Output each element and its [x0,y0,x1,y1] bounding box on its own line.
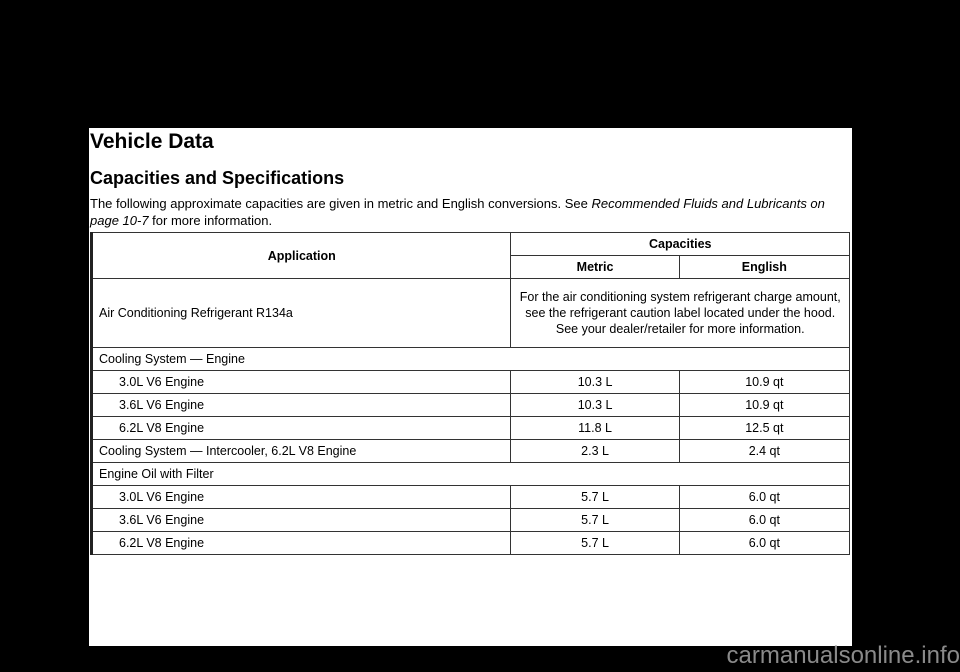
table-row [92,371,850,394]
cell-application: 6.2L V8 Engine [92,417,511,440]
watermark: carmanualsonline.info [726,642,960,669]
cell-application: 3.6L V6 Engine [92,394,511,417]
cell-application: 3.0L V6 Engine [92,371,511,394]
table-row [92,440,850,463]
cell-metric: 10.3 L [511,371,679,394]
cell-application: 6.2L V8 Engine [92,532,511,555]
cell-metric: 11.8 L [511,417,679,440]
intro-text-end: for more information. [148,213,273,228]
cell-english: 6.0 qt [679,532,849,555]
cell-metric: 5.7 L [511,486,679,509]
table-row [92,463,850,486]
table-row [92,348,850,371]
table-row [92,394,850,417]
header-metric: Metric [511,256,679,279]
cell-metric: 2.3 L [511,440,679,463]
header-english: English [679,256,849,279]
manual-page [89,128,852,646]
section-title: Vehicle Data [90,130,214,153]
cell-english: 6.0 qt [679,486,849,509]
table-row [92,509,850,532]
table-row [92,279,850,348]
intro-text: The following approximate capacities are given in metric and English conversions. See [90,196,592,211]
cell-group-label: Cooling System — Engine [92,348,850,371]
cell-english: 12.5 qt [679,417,849,440]
table-row [92,417,850,440]
cell-english: 10.9 qt [679,394,849,417]
cell-group-label: Engine Oil with Filter [92,463,850,486]
cell-application: 3.6L V6 Engine [92,509,511,532]
cell-application: 3.0L V6 Engine [92,486,511,509]
header-capacities: Capacities [511,233,850,256]
cell-note: For the air conditioning system refrigerant charge amount, see the refrigerant caution label located under the hood. See your dealer/retailer for more information. [511,279,850,348]
cell-english: 10.9 qt [679,371,849,394]
table-header-row [92,233,850,256]
header-application: Application [92,233,511,279]
cell-application: Cooling System — Intercooler, 6.2L V8 Engine [92,440,511,463]
subsection-title: Capacities and Specifications [90,168,345,188]
cell-metric: 5.7 L [511,532,679,555]
cell-application: Air Conditioning Refrigerant R134a [92,279,511,348]
fluids-reference-link[interactable]: Recommended Fluids and Lubricants on page 10-7 [90,196,825,228]
cell-metric: 5.7 L [511,509,679,532]
table-row [92,532,850,555]
cell-english: 2.4 qt [679,440,849,463]
table-row [92,486,850,509]
capacities-table [90,232,850,555]
cell-metric: 10.3 L [511,394,679,417]
cell-english: 6.0 qt [679,509,849,532]
intro-paragraph [90,195,850,229]
